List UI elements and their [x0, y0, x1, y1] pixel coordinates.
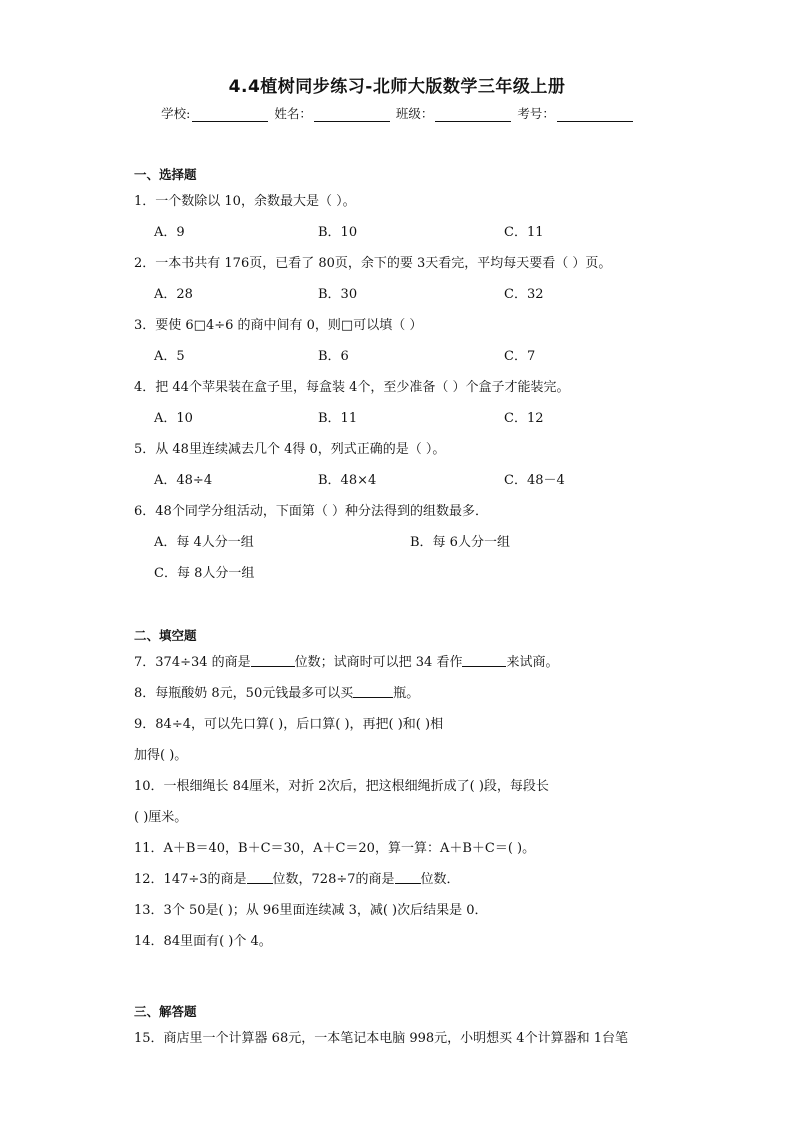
answer-blank — [251, 653, 295, 667]
exam-number-field — [517, 104, 633, 122]
option-a: A．5 — [154, 349, 185, 364]
page-title: 4.4植树同步练习-北师大版数学三年级上册 — [228, 77, 566, 97]
option-b: B．6 — [318, 349, 349, 364]
option-a: A．9 — [154, 225, 185, 240]
exam-number-label: 考号： — [517, 106, 555, 121]
question-9-line2: 加得( )。 — [134, 748, 188, 763]
option-c: C．32 — [504, 287, 544, 302]
question-6: 6．48个同学分组活动，下面第（ ）种分法得到的组数最多． — [134, 504, 488, 519]
question-10-line1: 10．一根细绳长 84厘米，对折 2次后，把这根细绳折成了( )段，每段长 — [134, 779, 549, 794]
question-12-part3: 位数． — [420, 872, 460, 887]
question-6-options-row2 — [134, 558, 674, 589]
option-a: A．10 — [154, 411, 193, 426]
name-blank — [314, 107, 390, 122]
option-c: C．每 8人分一组 — [154, 566, 255, 581]
class-blank — [435, 107, 511, 122]
section-choice: 一、选择题 — [134, 167, 197, 182]
option-a: A．28 — [154, 287, 193, 302]
question-7-part2: 位数；试商时可以把 34 看作 — [294, 655, 463, 670]
school-field — [161, 104, 268, 122]
student-info-row — [0, 104, 794, 122]
question-5: 5．从 48里连续减去几个 4得 0，列式正确的是（ ）。 — [134, 442, 446, 457]
question-8-part2: 瓶。 — [393, 686, 420, 701]
question-1-options — [134, 217, 674, 248]
question-7-part3: 来试商。 — [506, 655, 559, 670]
option-b: B．11 — [318, 411, 358, 426]
option-b: B．48×4 — [318, 473, 377, 488]
question-8 — [134, 678, 674, 709]
exam-number-blank — [557, 107, 633, 122]
answer-blank — [247, 870, 273, 884]
question-12-part1: 12．147÷3的商是 — [134, 872, 247, 887]
question-13: 13．3个 50是( )；从 96里面连续减 3，减( )次后结果是 0． — [134, 903, 488, 918]
question-9-line1: 9．84÷4，可以先口算( )，后口算( )，再把( )和( )相 — [134, 717, 444, 732]
school-label: 学校: — [161, 106, 191, 121]
class-field — [396, 104, 512, 122]
question-2-options — [134, 279, 674, 310]
section-spacer — [134, 589, 674, 625]
option-b: B．每 6人分一组 — [410, 535, 510, 550]
question-12 — [134, 864, 674, 895]
section-solve: 三、解答题 — [134, 1004, 197, 1019]
section-fill-blank: 二、填空题 — [134, 628, 197, 643]
question-12-part2: 位数，728÷7的商是 — [272, 872, 395, 887]
answer-blank — [395, 870, 421, 884]
question-8-part1: 8．每瓶酸奶 8元，50元钱最多可以买 — [134, 686, 354, 701]
question-7 — [134, 647, 674, 678]
school-blank — [192, 107, 268, 122]
option-c: C．11 — [504, 225, 544, 240]
option-a: A．48÷4 — [154, 473, 213, 488]
answer-blank — [462, 653, 506, 667]
worksheet-body — [134, 164, 674, 1054]
question-15: 15．商店里一个计算器 68元，一本笔记本电脑 998元，小明想买 4个计算器和 1台笔 — [134, 1031, 628, 1046]
name-field — [274, 104, 390, 122]
option-c: C．7 — [504, 349, 536, 364]
option-a: A．每 4人分一组 — [154, 535, 254, 550]
question-4-options — [134, 403, 674, 434]
question-4: 4．把 44个苹果装在盒子里，每盒装 4个，至少准备（ ）个盒子才能装完。 — [134, 380, 570, 395]
name-label: 姓名： — [274, 106, 312, 121]
question-6-options-row1 — [134, 527, 674, 558]
question-11: 11．A＋B＝40，B＋C＝30，A＋C＝20，算一算：A＋B＋C＝( )。 — [134, 841, 536, 856]
question-14: 14．84里面有( )个 4。 — [134, 934, 272, 949]
option-c: C．12 — [504, 411, 544, 426]
class-label: 班级： — [395, 106, 434, 121]
option-b: B．30 — [318, 287, 358, 302]
question-2: 2．一本书共有 176页，已看了 80页，余下的要 3天看完，平均每天要看（ ）页。 — [134, 256, 612, 271]
option-c: C．48－4 — [504, 473, 565, 488]
question-5-options — [134, 465, 674, 496]
answer-blank — [353, 684, 393, 698]
question-1: 1．一个数除以 10，余数最大是（ ）。 — [134, 194, 356, 209]
question-3: 3．要使 6□4÷6 的商中间有 0，则□可以填（ ） — [134, 318, 423, 333]
section-spacer — [134, 957, 674, 1001]
question-3-options — [134, 341, 674, 372]
question-10-line2: ( )厘米。 — [134, 810, 188, 825]
option-b: B．10 — [318, 225, 358, 240]
question-7-part1: 7．374÷34 的商是 — [134, 655, 251, 670]
